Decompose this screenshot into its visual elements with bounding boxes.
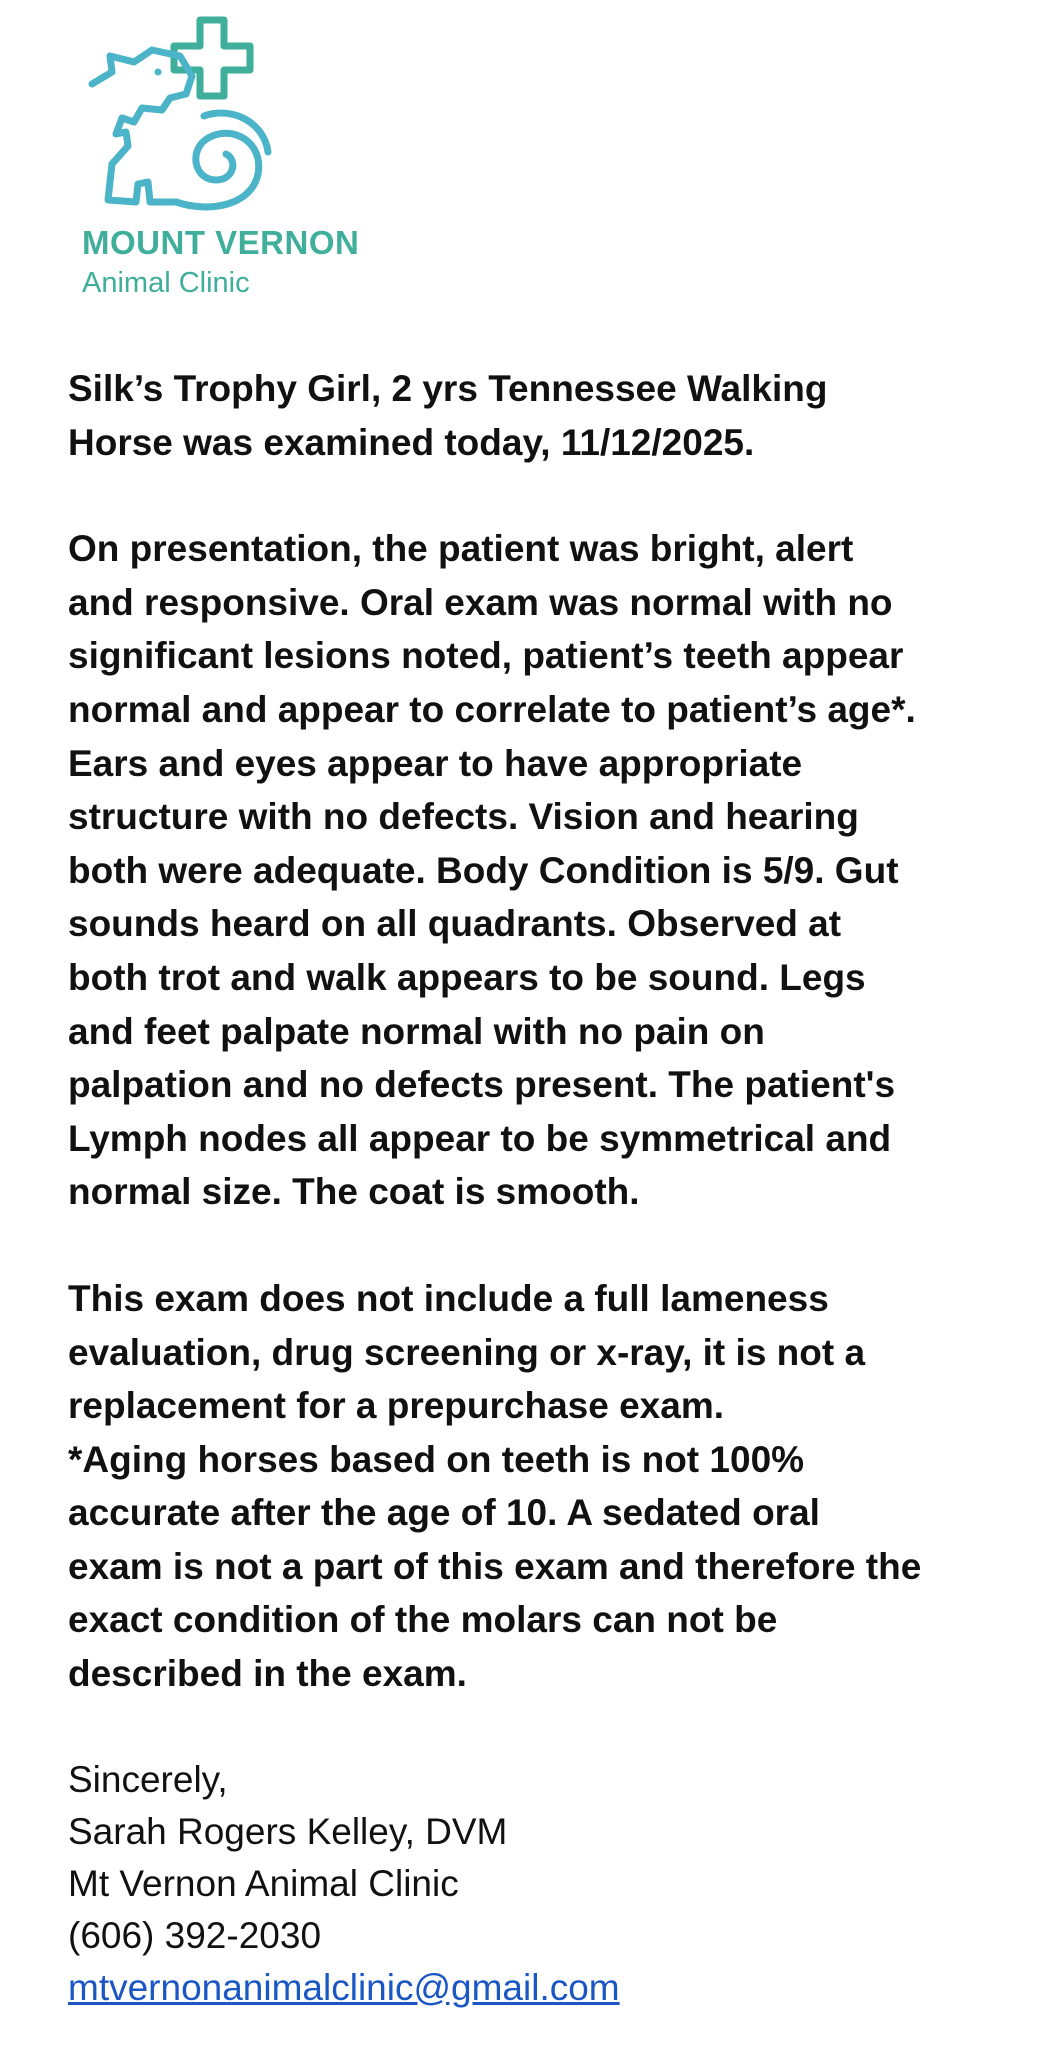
clinic-name: Mt Vernon Animal Clinic xyxy=(68,1862,459,1904)
email-link[interactable]: mtvernonanimalclinic@gmail.com xyxy=(68,1966,620,2008)
exam-findings: On presentation, the patient was bright, alert and responsive. Oral exam was normal with no significant lesions noted, patient’s teeth appear normal and appear to correlate to patient’s age*. Ears and eyes appear to have appropriate structure with no defects. Vision and hearing both were adequate. Body Condition is 5/9. Gut sounds heard on all quadrants. Observed at both trot and walk appears to be sound. Legs and feet palpate normal with no pain on palpation and no defects present. The patient's Lymph nodes all appear to be symmetrical and normal size. The coat is smooth. xyxy=(68,528,916,1213)
logo-name: MOUNT VERNON xyxy=(82,224,360,261)
exam-intro: Silk’s Trophy Girl, 2 yrs Tennessee Walking Horse was examined today, 11/12/2025. xyxy=(68,368,828,463)
signature-block xyxy=(68,1754,1008,2014)
exam-letter xyxy=(68,362,1008,2014)
logo-subtitle: Animal Clinic xyxy=(82,267,250,299)
cross-icon xyxy=(174,20,250,96)
signer-name: Sarah Rogers Kelley, DVM xyxy=(68,1810,508,1852)
phone-number: (606) 392-2030 xyxy=(68,1914,322,1956)
cat-icon xyxy=(108,118,176,202)
closing-text: Sincerely, xyxy=(68,1758,228,1800)
exam-disclaimer: This exam does not include a full lameness evaluation, drug screening or x-ray, it is not a replacement for a prepurchase exam. *Aging horses based on teeth is not 100% accurate after the age of 10. A sedated oral exam is not a part of this exam and therefore the exact condition of the molars can not be described in the exam. xyxy=(68,1277,922,1695)
animal-clinic-logo-icon xyxy=(82,14,302,224)
swirl-icon xyxy=(176,133,259,207)
clinic-logo xyxy=(82,14,402,304)
